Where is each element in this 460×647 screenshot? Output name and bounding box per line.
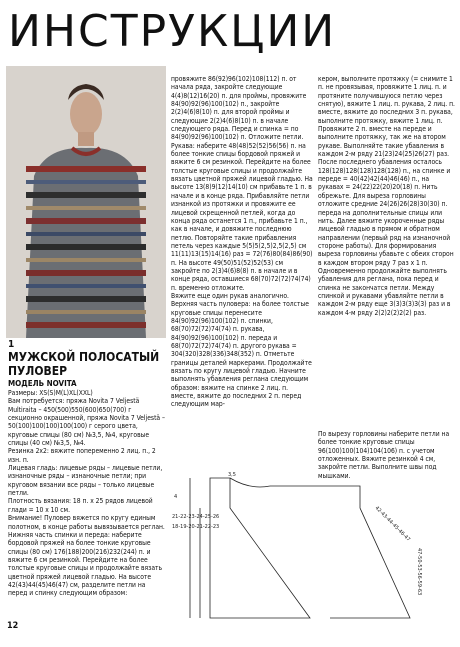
model-photo xyxy=(6,66,166,338)
model-line: МОДЕЛЬ NOVITA xyxy=(8,379,77,388)
schema-label-4: 18-19-20-21-22-23 xyxy=(172,524,220,530)
instructions-column-3-tail: По вырезу горловины наберите петли на более тонкие круговые спицы 96(100)100(104)104(106) п. с учетом отложенных. Вяжите резинкой 4 см, закройте петли. Выполните швы под мышками. xyxy=(318,430,450,480)
instructions-column-3: кером, выполните протяжку (= снимите 1 п. не провязывая, провяжите 1 лиц. п. и протяните получившуюся петлю через снятую), вяжите 1 лиц. п. рукава, 2 лиц. п. вместе, вяжите до последних 3 п. рукава, выполните протяжку, вяжите 1 лиц. п. Провяжите 2 п. вместе на переде и выполните протяжку, так же на втором рукаве. Выполняйте такие убавления в каждом 2-м ряду 21(23)24(25)26(27) раз. После последнего убавления осталось 128(128)128(128)128(128) п., на спинке и переде = 40(42)42(44)46(46) п., на рукавах = 24(22)22(20)20(18) п. Нить обрежьте. Для выреза горловины отложите средние 24(26)26(28)30(30) п. переда на дополнительные спицы или нить. Далее вяжите укороченные ряды лицевой гладью в прямом и обратном направлении (первый ряд на изнаночной стороне работы). Для формирования выреза горловины убавьте с обеих сторон в каждом втором ряду 7 раз x 1 п. Одновременно продолжайте выполнять убавления для реглана, пока перед и спинка не закончатся петли. Между спинкой и рукавами убавляйте петли в каждом 2-м ряду еще 3(3)3(3)3(3) раз и в каждом 4-м ряду 2(2)2(2)2(2) раз. xyxy=(318,75,455,317)
schema-label-2: 4 xyxy=(174,494,178,500)
schema-label-3: 21-22-23-24-25-26 xyxy=(172,514,220,520)
pattern-heading: МУЖСКОЙ ПОЛОСАТЫЙ ПУЛОВЕР xyxy=(8,350,160,378)
pattern-schema xyxy=(170,468,456,626)
schema-label-6: 47-50-53-56-59-63 xyxy=(416,548,422,596)
schema-label-1: 3,5 xyxy=(228,472,236,478)
instructions-column-1: Размеры: XS(S)M(L)XL(XXL) Вам потребуется: пряжа Novita 7 Veljestä Multiraita – 450(500)550(600)650(700) г секционно окрашенной, пряжа Novita 7 Veljestä – 50(100)100(100)100(100) г серого цвета, круговые спицы (80 см) №3,5, №4, круговые спицы (40 см) №3,5, №4. Резинка 2x2: вяжите попеременно 2 лиц. п., 2 изн. п. Лицевая гладь: лицевые ряды – лицевые петли, изнаночные ряды – изнаночные петли; при круговом вязании все ряды – только лицевые петли. Плотность вязания: 18 п. x 25 рядов лицевой глади = 10 x 10 см. Внимание! Пуловер вяжется по кругу единым полотном, в конце работы вывязывается реглан. Нижняя часть спинки и переда: наберите бордовой пряжей на более тонкие круговые спицы (80 см) 176(188)200(216)232(244) п. и вяжите 6 см резинкой. Перейдите на более толстые круговые спицы и продолжайте вязать цветной пряжей лицевой гладью. На высоте 42(43)44(45)46(47) см, разделите петли на перед и спинку следующим образом: xyxy=(8,389,166,598)
instructions-column-2: провяжите 86(92)96(102)108(112) п. от начала ряда, закройте следующие 4(4)8(12)16(20) п. для проймы, провяжите 84(90)92(96)100(102) п., закройте 2(2)4(6)8(10) п. для второй проймы и следующие 2(2)4(6)8(10) п. в начале следующего ряда. Перед и спинка = по 84(90)92(96)100(102) п. Отложите петли. Рукава: наберите 48(48)52(52)56(56) п. на более тонкие спицы бордовой пряжей и вяжите 6 см резинкой. Перейдите на более толстые круговые спицы и продолжайте вязать цветной пряжей лицевой гладью. На высоте 13(8)9(12)14(10) см прибавьте 1 п. в начале и в конце ряда. Прибавляйте петли изнанкой из протяжки и провяжите ее лицевой скрещенной петлей, когда до конца ряда останется 1 п., прибавьте 1 п., как в начале, и довяжите последнюю петлю. Повторяйте такие прибавления петель через каждые 5(5)5(2,5)2,5(2,5) см 11(11)13(15)14(16) раз = 72(76)80(84)86(90) п. На высоте 49(50)51(52)52(53) см закройте по 2(3)4(6)8(8) п. в начале и в конце ряда, оставшиеся 68(70)72(72)74(74) п. временно отложите. Вяжите еще один рукав аналогично. Верхняя часть пуловера: на более толстые круговые спицы перенесите 84(90)92(96)100(102) п. спинки, 68(70)72(72)74(74) п. рукава, 84(90)92(96)100(102) п. переда и 68(70)72(72)74(74) п. другого рукава = 304(320)328(336)348(352) п. Отметьте границы деталей маркерами. Продолжайте вязать по кругу лицевой гладью. Начните выполнять убавления реглана следующим образом: вяжите на спинке 2 лиц. п. вместе, вяжите до последних 2 п. перед следующим мар- xyxy=(171,75,313,409)
page-title: ИНСТРУКЦИИ xyxy=(8,6,337,57)
pattern-number: 1 xyxy=(8,339,15,350)
page-number: 12 xyxy=(7,621,19,631)
schema-label-5: 42-43-44-45-46-47 xyxy=(373,505,412,543)
